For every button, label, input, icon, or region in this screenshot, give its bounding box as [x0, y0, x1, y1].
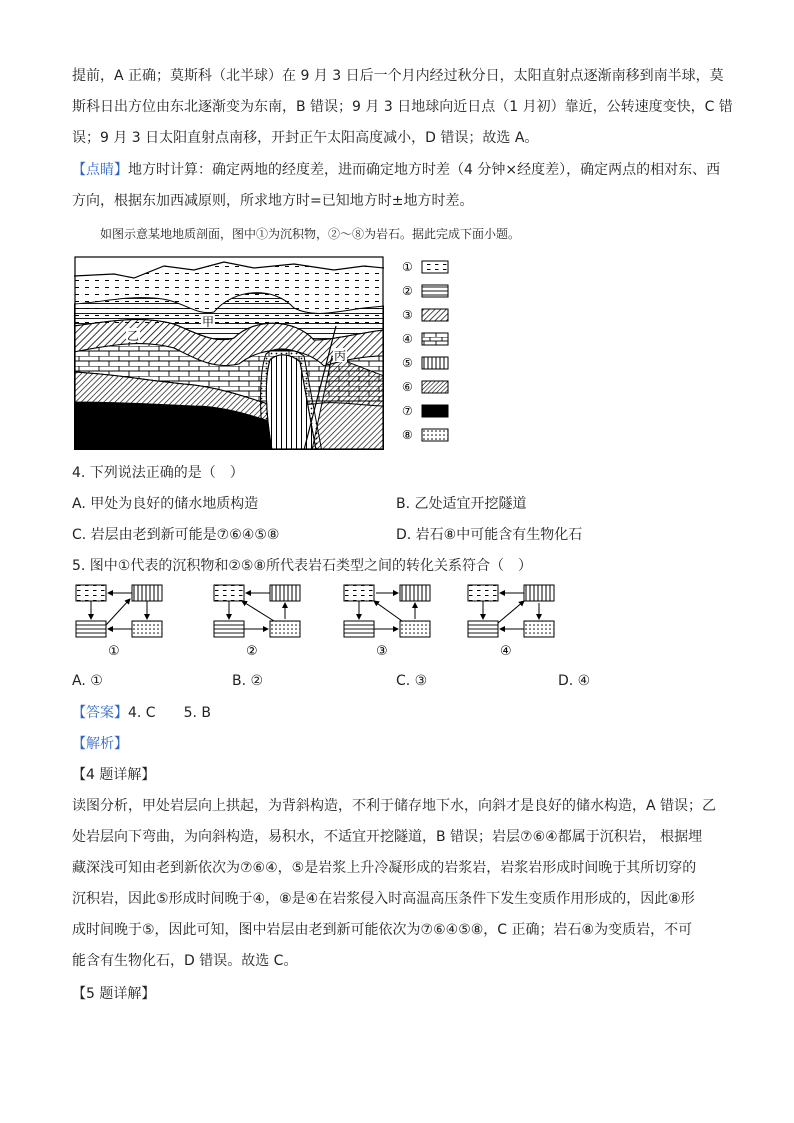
- text-line: 斯科日出方位由东北逐渐变为东南，B 错误；9 月 3 日地球向近日点（1 月初）靠近，公转速度变快，C 错: [72, 99, 733, 115]
- label-yi: 乙: [127, 329, 140, 343]
- text-line: 方向，根据东加西减原则，所求地方时=已知地方时±地方时差。: [72, 193, 474, 209]
- rock-cycle-diagrams: [72, 583, 592, 663]
- cycle-diagram-2: [214, 585, 300, 659]
- diagram-label-3: ③: [376, 644, 388, 659]
- q5-option-b: B. ②: [232, 673, 264, 689]
- legend-3-swatch: [422, 309, 448, 321]
- detail-4-text: 读图分析，甲处岩层向上拱起，为背斜构造，不利于储存地下水，向斜才是良好的储水构造，A 错误；乙: [72, 798, 717, 814]
- detail-4-text: 藏深浅可知由老到新依次为⑦⑥④，⑤是岩浆上升冷凝形成的岩浆岩，岩浆岩形成时间晚于其所切穿的: [72, 860, 697, 876]
- q4-option-b: B. 乙处适宜开挖隧道: [396, 496, 527, 512]
- answer-line: [72, 703, 211, 723]
- legend-2-swatch: [422, 285, 448, 297]
- legend-5-label: ⑤: [402, 356, 413, 370]
- legend-4-swatch: [422, 333, 448, 345]
- cycle-diagram-3: [344, 585, 430, 659]
- text-line: 误；9 月 3 日太阳直射点南移，开封正午太阳高度减小，D 错误；故选 A。: [72, 130, 539, 146]
- answer-text: 4. C 5. B: [128, 705, 211, 721]
- q5-option-a: A. ①: [72, 673, 103, 689]
- detail-4-text: 处岩层向下弯曲，为向斜构造，易积水，不适宜开挖隧道，B 错误；岩层⑦⑥④都属于沉积岩， 根据埋: [72, 829, 703, 845]
- diagram-label-4: ④: [500, 644, 512, 659]
- legend-2-label: ②: [402, 284, 413, 298]
- legend-6-label: ⑥: [402, 380, 413, 394]
- legend-7-swatch: [422, 405, 448, 417]
- q5-option-d: D. ④: [558, 673, 591, 689]
- question-5-stem: 5. 图中①代表的沉积物和②⑤⑧所代表岩石类型之间的转化关系符合（ ）: [72, 558, 533, 574]
- legend: [402, 257, 452, 447]
- legend-8-swatch: [422, 429, 448, 441]
- tip-line: [72, 160, 720, 180]
- detail-5-label: 【5 题详解】: [72, 986, 156, 1002]
- legend-6-swatch: [422, 381, 448, 393]
- cycle-diagram-1: [76, 585, 162, 659]
- legend-8-label: ⑧: [402, 428, 413, 442]
- question-4-stem: 4. 下列说法正确的是（ ）: [72, 465, 244, 481]
- cycle-diagram-4: [468, 585, 554, 659]
- detail-4-text: 沉积岩，因此⑤形成时间晚于④，⑧是④在岩浆侵入时高温高压条件下发生变质作用形成的，因此⑧形: [72, 891, 695, 907]
- label-bing: 丙: [334, 349, 347, 363]
- figure-intro: 如图示意某地地质剖面，图中①为沉积物，②～⑧为岩石。据此完成下面小题。: [100, 227, 521, 241]
- geological-section-figure: [74, 256, 384, 450]
- legend-1-swatch: [422, 261, 448, 273]
- text-line: 提前，A 正确；莫斯科（北半球）在 9 月 3 日后一个月内经过秋分日，太阳直射点逐渐南移到南半球，莫: [72, 68, 724, 84]
- legend-5-swatch: [422, 357, 448, 369]
- tip-label: 【点睛】: [72, 162, 128, 178]
- legend-3-label: ③: [402, 308, 413, 322]
- legend-7-label: ⑦: [402, 404, 413, 418]
- detail-4-text: 能含有生物化石，D 错误。故选 C。: [72, 953, 298, 969]
- detail-4-label: 【4 题详解】: [72, 767, 156, 783]
- q4-option-c: C. 岩层由老到新可能是⑦⑥④⑤⑧: [72, 527, 280, 543]
- detail-4-text: 成时间晚于⑤，因此可知，图中岩层由老到新可能依次为⑦⑥④⑤⑧，C 正确；岩石⑧为变质岩，不可: [72, 922, 693, 938]
- legend-1-label: ①: [402, 260, 413, 274]
- q4-option-a: A. 甲处为良好的储水地质构造: [72, 496, 259, 512]
- q5-option-c: C. ③: [396, 673, 428, 689]
- answer-label: 【答案】: [72, 705, 128, 721]
- diagram-label-2: ②: [246, 644, 258, 659]
- label-jia: 甲: [202, 315, 215, 329]
- legend-4-label: ④: [402, 332, 413, 346]
- analysis-label: 【解析】: [72, 736, 128, 752]
- diagram-label-1: ①: [108, 644, 120, 659]
- tip-text: 地方时计算：确定两地的经度差，进而确定地方时差（4 分钟×经度差），确定两点的相对东、西: [128, 162, 721, 178]
- q4-option-d: D. 岩石⑧中可能含有生物化石: [396, 527, 583, 543]
